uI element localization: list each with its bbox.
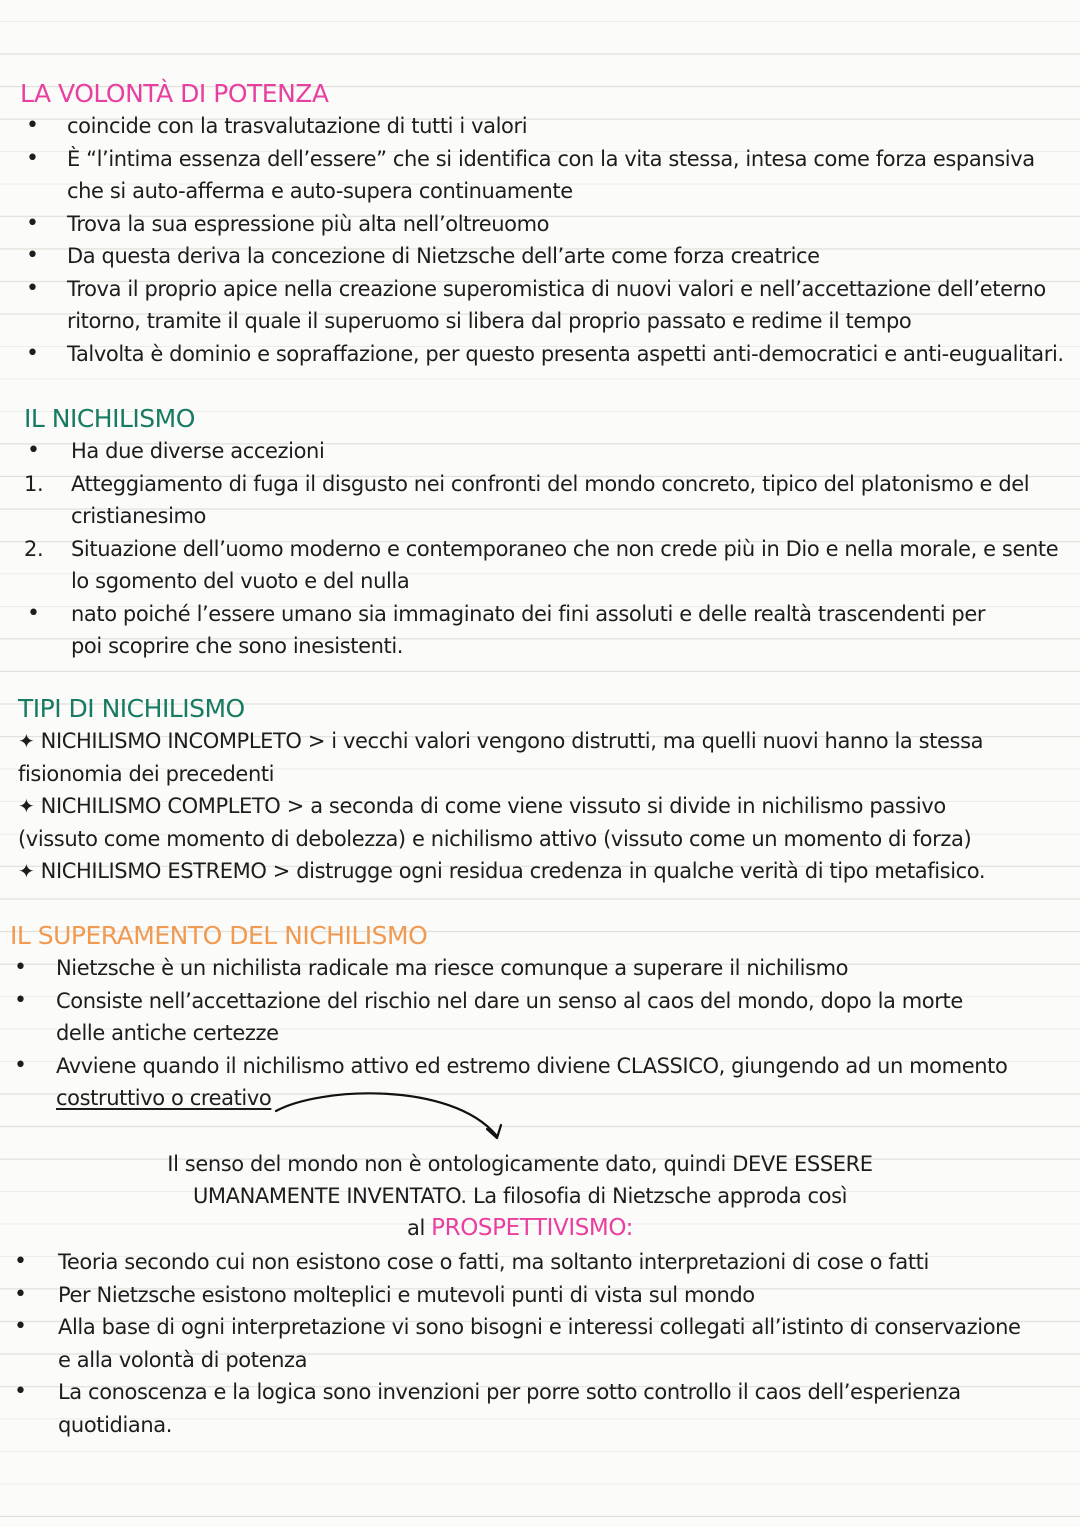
bullet-list (0, 110, 1080, 370)
curved-arrow-icon (270, 1085, 510, 1147)
type-item-incompleto (0, 725, 1033, 790)
list-item (0, 1311, 1028, 1376)
list-item (0, 273, 1047, 338)
section-volonta-di-potenza (0, 78, 1080, 370)
bullet-icon: • (26, 145, 39, 171)
item-text: coincide con la trasvalutazione di tutti i valori (67, 114, 528, 138)
section-tipi-di-nichilismo (0, 693, 1080, 888)
type-term: NICHILISMO COMPLETO (40, 794, 281, 818)
list-item (0, 1376, 978, 1441)
item-number: 2. (24, 536, 44, 561)
item-text: Talvolta è dominio e sopraffazione, per questo presenta aspetti anti-democratici e anti-eugualitari. (67, 341, 1064, 366)
underlined-text: costruttivo o creativo (56, 1086, 272, 1110)
star-icon: ✦ (18, 794, 35, 818)
item-text: Avviene quando il nichilismo attivo ed estremo diviene CLASSICO, giungendo ad un momento (56, 1053, 1008, 1078)
star-icon: ✦ (18, 729, 35, 753)
bullet-icon: • (26, 210, 39, 236)
section-superamento (0, 920, 1080, 1115)
bullet-list (0, 952, 1080, 1115)
type-text: a seconda di come viene vissuto si divide in nichilismo passivo (vissuto come momento di debolezza) e nichilismo attivo (vissuto come un momento di forza) (18, 794, 972, 851)
bullet-icon: • (14, 1052, 27, 1078)
item-text: Per Nietzsche esistono molteplici e mutevoli punti di vista sul mondo (58, 1282, 755, 1307)
bullet-icon: • (26, 340, 39, 366)
list-item (0, 1246, 1018, 1279)
list-item (0, 143, 1067, 208)
item-text: Atteggiamento di fuga il disgusto nei confronti del mondo concreto, tipico del platonismo e del cristianesimo (71, 471, 1030, 528)
item-number: 1. (24, 471, 44, 496)
prospettivismo-line-2: UMANAMENTE INVENTATO. La filosofia di Nietzsche approda così (192, 1184, 848, 1208)
item-text: Trova il proprio apice nella creazione superomistica di nuovi valori e nell’accettazione dell’eterno ritorno, tramite il quale il superuomo si libera dal proprio passato e redime il tempo (67, 276, 1046, 333)
bullet-list (0, 1246, 1080, 1441)
list-item (0, 208, 1067, 241)
item-text: Ha due diverse accezioni (71, 439, 325, 463)
bullet-icon: • (14, 955, 27, 980)
outro-item (0, 598, 1021, 663)
prospettivismo-list (0, 1246, 1080, 1441)
list-item (0, 985, 1016, 1050)
type-text: i vecchi valori vengono distrutti, ma quelli nuovi hanno la stessa fisionomia dei precedenti (18, 729, 984, 786)
bullet-icon: • (14, 1249, 27, 1274)
item-text: Situazione dell’uomo moderno e contemporaneo che non crede più in Dio e nella morale, e sente lo sgomento del vuoto e del nulla (71, 536, 1059, 593)
bullet-icon: • (14, 1379, 27, 1404)
bullet-icon: • (26, 113, 39, 138)
type-item-completo (0, 790, 1008, 855)
line-prefix: al (406, 1216, 432, 1240)
arrow-separator: > (280, 794, 311, 818)
arrow-separator: > (266, 859, 297, 883)
list-item (0, 1279, 1018, 1312)
prospettivismo-line-3 (0, 1212, 1040, 1245)
bullet-icon: • (14, 1314, 27, 1339)
section-nichilismo (0, 403, 1080, 663)
section-title: TIPI DI NICHILISMO (18, 694, 245, 723)
bullet-icon: • (26, 243, 39, 268)
item-text: La conoscenza e la logica sono invenzioni per porre sotto controllo il caos dell’esperienza quotidiana. (58, 1380, 961, 1437)
item-text: Consiste nell’accettazione del rischio nel dare un senso al caos del mondo, dopo la morte delle antiche certezze (56, 988, 963, 1045)
numbered-item (0, 468, 1031, 533)
item-text: nato poiché l’essere umano sia immaginato dei fini assoluti e delle realtà trascendenti per poi scoprire che sono inesistenti. (71, 601, 986, 658)
item-text: Trova la sua espressione più alta nell’oltreuomo (67, 211, 550, 236)
bullet-icon: • (27, 438, 40, 463)
numbered-item (0, 533, 1061, 598)
list-item (0, 240, 1067, 273)
item-text: Alla base di ogni interpretazione vi sono bisogni e interessi collegati all’istinto di conservazione e alla volontà di potenza (58, 1315, 1021, 1372)
type-item-estremo (0, 855, 1058, 888)
section-title: IL NICHILISMO (24, 404, 195, 433)
numbered-list (0, 468, 1080, 598)
item-text: Nietzsche è un nichilista radicale ma riesce comunque a superare il nichilismo (56, 956, 849, 980)
star-icon: ✦ (18, 859, 35, 883)
prospettivismo-term: PROSPETTIVISMO: (431, 1215, 634, 1241)
bullet-icon: • (14, 987, 27, 1013)
section-title: IL SUPERAMENTO DEL NICHILISMO (10, 921, 428, 950)
intro-item (0, 435, 1031, 468)
prospettivismo-line-1: Il senso del mondo non è ontologicamente dato, quindi DEVE ESSERE (167, 1152, 873, 1176)
bullet-icon: • (27, 600, 40, 626)
item-text: Teoria secondo cui non esistono cose o fatti, ma soltanto interpretazioni di cose o fatti (58, 1250, 929, 1274)
list-item (0, 952, 1036, 985)
type-text: distrugge ogni residua credenza in qualche verità di tipo metafisico. (296, 859, 986, 883)
arrow-separator: > (301, 729, 332, 753)
bullet-icon: • (26, 275, 39, 301)
list-item (0, 110, 1067, 143)
type-term: NICHILISMO INCOMPLETO (40, 729, 302, 753)
item-text: È “l’intima essenza dell’essere” che si identifica con la vita stessa, intesa come forza espansiva che si auto-afferma e auto-supera continuamente (67, 146, 1035, 203)
section-title: LA VOLONTÀ DI POTENZA (20, 79, 329, 108)
item-text: Da questa deriva la concezione di Nietzsche dell’arte come forza creatrice (67, 244, 820, 268)
bullet-icon: • (14, 1281, 27, 1307)
type-term: NICHILISMO ESTREMO (40, 859, 267, 883)
list-item (0, 338, 1072, 371)
